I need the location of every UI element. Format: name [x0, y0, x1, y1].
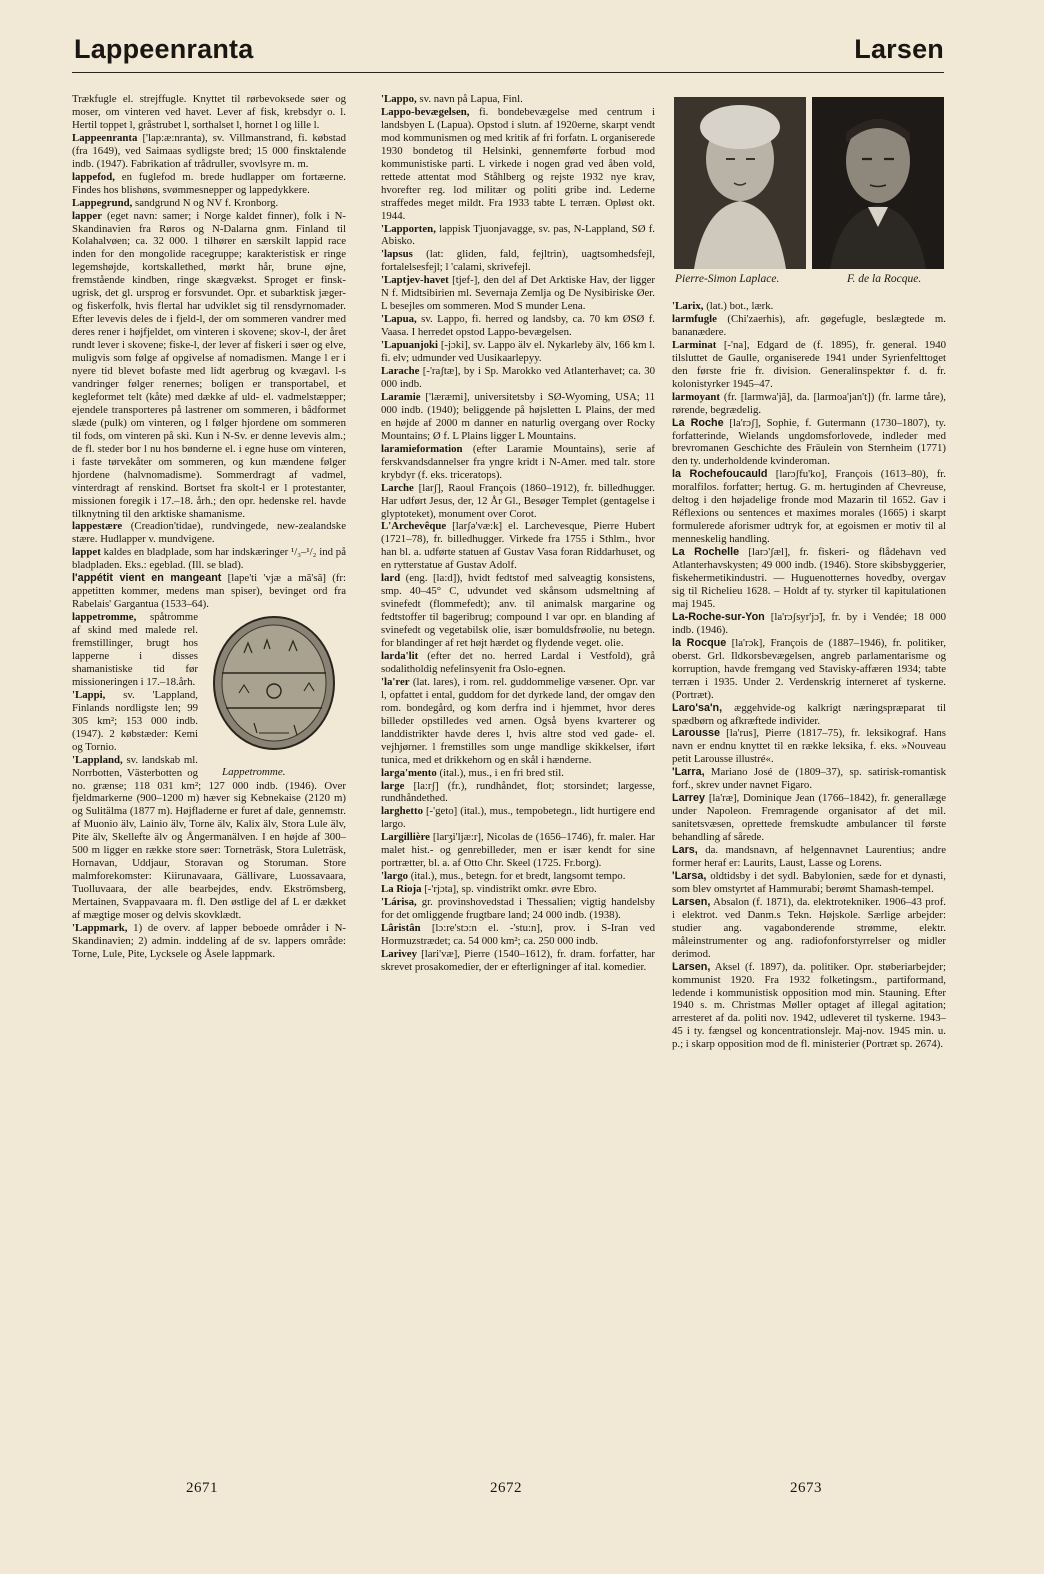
entry: Trækfugle el. strejffugle. Knyttet til rørbevoksede søer og moser, om vinteren ved havet. Lever af fisk, krebsdyr o. l. Hertil toppet l, gråstrubet l, sorthalset l, hornet l og lille l.: [72, 93, 346, 131]
laplace-caption: Pierre-Simon Laplace.: [675, 273, 780, 285]
entry: lappefod, en fuglefod m. brede hudlapper om fortæerne. Findes hos blishøns, svømmesnepper og lappedykkere.: [72, 170, 346, 196]
entry: 'Larra, Mariano José de (1809–37), sp. satirisk-romantisk forf., skrev under navnet Figaro.: [672, 766, 946, 792]
entry: 'largo (ital.), mus., betegn. for et bredt, langsomt tempo.: [381, 870, 626, 883]
entry: 'Lappland, sv. landskab ml. Norrbotten, Västerbotten og no. grænse; 118 031 km²; 127 000 indb. (1946). Over fjeldmarkerne (900–1200 m) hæver sig Kebnekaise (2120 m) og Sulitälma (1877 m). Højfladerne er furet af dale, gennemstr. af Muonio älv, Lainio älv, Torne älv, Kalix älv, Stora Lule älv, Pite älv, Skellefte älv og Ångermanälven. I en højde af 300–500 m ligger en række store søer: Torneträsk, Stora Luleträsk, Hornavan, Uddjaur, Storavan og Storuman. Store malmforekomster: Kiirunavaara, Gällivare, Luossavaara, Tuolluvaara, der alle bearbejdes, endv. Ekströmsberg, Mertainen, Svappavaara m. fl. Den østlige del af L er dækket af mægtige moser og delvis skovklædt.: [72, 753, 346, 922]
entry: larga'mento (ital.), mus., i en fri bred stil.: [381, 766, 564, 779]
column-2673: [672, 97, 946, 1517]
right-guide-word: Larsen: [854, 34, 944, 64]
entry: Largillière [larʒi'ljæ:r], Nicolas de (1656–1746), fr. maler. Har malet hist.- og genrebilleder, men er især kendt for sine portrætter, bl. a. af Otto Chr. Skeel (1725. Fr.borg).: [381, 831, 655, 870]
entry: Lars, da. mandsnavn, af helgennavnet Laurentius; andre former heraf er: Laurits, Laust, Lasse og Lorens.: [672, 844, 946, 869]
entry: Larsen, Aksel (f. 1897), da. politiker. Opr. støberiarbejder; kommunist 1920. Fra 1932 folketingsm., partiformand, ledende i kommunistisk opposition mod min. Stauning. Efter 1940 s. m. Christmas Møller optaget af illegal agitation; arresteret af da. politi nov. 1942, udleveret til tyskerne. 1943–45 i ty. fængsel og koncentrationslejr. Maj-nov. 1945 min. u. p.; i skarp opposition mod de fl. ministerier (Portræt sp. 2674).: [672, 960, 946, 1051]
entry: 'Laptjev-havet [tjef-], den del af Det Arktiske Hav, der ligger N f. Midtsibirien ml. Severnaja Zemlja og De Nysibiriske Øer. L besejles om sommeren. Mod S munder Lena.: [381, 274, 655, 313]
entry: Larsen, Absalon (f. 1871), da. elektrotekniker. 1906–43 prof. i elektrot. ved Danm.s Tekn. Højskole. Særlige arbejder: studier ang. vagabonderende strømme, elektr. måleinstrumenter og ang. radiofonforstyrrelser og midler derimod.: [672, 895, 946, 960]
entry: la Rocque [la'rɔk], François de (1887–1946), fr. politiker, oberst. Grl. Ildkorsbevægelsen, angreb parlamentarisme og korruption, havde fremgang ved Stavisky-affæren 1934; tabte terræn i 1935. Under 2. Verdenskrig interneret af tyskerne. (Portræt).: [672, 636, 946, 701]
entry: 'Larsa, oldtidsby i det sydl. Babylonien, sæde for et dynasti, som blev omstyrtet af Hammurabi; berømt Shamash-tempel.: [672, 869, 946, 895]
column-2671: [72, 93, 346, 1513]
entry: Lappo-bevægelsen, fi. bondebevægelse med centrum i landsbyen L (Lapua). Opstod i slutn. af 1920erne, skarpt vendt mod kommunismen og med kritik af fri forfatn. L organiserede 1930 bondetog til Helsinki, gennemførte forbud mod kommunistiske parti. L virkede i nogen grad ved åben vold, rettede attentat mod Ståhlberg og rejste 1932 nye krav, hvorefter reg. lod militær og politi gribe ind. Lederne straffedes meget mildt. Fra 1933 tabte L terræn. Opløst okt. 1944.: [381, 105, 655, 222]
entry: La Rioja [-'rjɔta], sp. vindistrikt omkr. øvre Ebro.: [381, 883, 597, 896]
entry: lard (eng. [la:d]), hvidt fedtstof med salveagtig konsistens, smp. 40–45° C, udvundet ved skånsom udsmeltning af svinefedt (flommefedt); anv. til animalsk margarine og fedtstoffer til bageribrug; compound l var opr. en blanding af svinefedt og vegetabilsk olie, især bomuldsfrøolie, nu betegn. for blandinger af ret højt hærdet og flydende veget. olie.: [381, 572, 655, 650]
drum-drawing: [204, 613, 346, 763]
entry: La Rochelle [larɔ'ʃæl], fr. fiskeri- og flådehavn ved Atlanterhavskysten; 49 000 indb. (1946). Store skibsbyggerier, fiskehermetikindustri. — Huguenotternes hovedby, overgav sig til Richelieu 1628. – Holdt af ty. styrker til kapitulationen maj 1945.: [672, 546, 946, 610]
entry: larmoyant (fr. [larmwa'jã], da. [larmoa'jan't]) (fr. larme tåre), rørende, begrædelig.: [672, 390, 946, 416]
entry: large [la:rʃ] (fr.), rundhåndet, flot; storsindet; largesse, rundhåndethed.: [381, 779, 655, 805]
entry: 'Lapuanjoki [-jɔki], sv. Lappo älv el. Nykarleby älv, 166 km l. fi. elv; udmunder ved Uusikaarlepyy.: [381, 339, 655, 365]
entry: 'Lárisa, gr. provinshovedstad i Thessalien; vigtig handelsby for det omliggende frugtbare land; 24 000 indb. (1938).: [381, 896, 655, 922]
entry: 'Lapporten, lappisk Tjuonjavagge, sv. pas, N-Lappland, SØ f. Abisko.: [381, 222, 655, 248]
page-number-2671: 2671: [186, 1480, 218, 1496]
entry: L'Archevêque [larʃə'væ:k] el. Larchevesque, Pierre Hubert (1721–78), fr. billedhugger. Virkede fra 1755 i Sthlm., hvor han bl. a. udførte statuen af Gustav Vasa foran Riddarhuset, og en rytterstatue af Gustav Adolf.: [381, 520, 655, 572]
entry: Laro'sa'n, æggehvide-og kalkrigt næringspræparat til spædbørn og afkræftede individer.: [672, 701, 946, 727]
entry: 'Lapua, sv. Lappo, fi. herred og landsby, ca. 70 km ØSØ f. Vaasa. I herredet opstod Lappo-bevægelsen.: [381, 313, 655, 339]
entry: Larrey [la'ræ], Dominique Jean (1766–1842), fr. generallæge under Napoleon. Fremragende organisator af det mil. sanitetsvæsen, oprettede fremskudte ambulancer til første behandling af sårede.: [672, 792, 946, 844]
entry: Larivey [lari'væ], Pierre (1540–1612), fr. dram. forfatter, har skrevet prosakomedier, der er efterligninger af ital. komedier.: [381, 947, 655, 973]
portraits: [672, 97, 944, 292]
lappetromme-illustration: [204, 613, 346, 779]
entry: larmfugle (Chi'zaerhis), afr. gøgefugle, beslægtede m. bananædere.: [672, 312, 946, 338]
entry: larda'lit (efter det no. herred Lardal i Vestfold), grå sodalitholdig nefelinsyenit fra Oslo-egnen.: [381, 649, 655, 675]
entry: Lappeenranta ['lap:æ:nranta), sv. Villmanstrand, fi. købstad (fra 1649), ved Saimaas sydligste bred; 15 000 finsktalende indb. (1947). Fabrikation af trådruller, svovlsyre m. m.: [72, 131, 346, 170]
entry: 'Lappi, sv. 'Lappland, Finlands nordligste len; 99 305 km²; 153 000 indb. (1947). 2 købstæder: Kemi og Tornio.: [72, 688, 198, 753]
laplace-portrait-drawing: [674, 97, 806, 269]
entry: La Roche [la'rɔʃ], Sophie, f. Gutermann (1730–1807), ty. forfatterinde, Wielands ungdomsforlovede, indleder med brevromanen Geschichte des Fräulein von Sternheim (1771) den ty. underholdende kvinderoman.: [672, 416, 946, 468]
column-2672: [381, 93, 655, 1513]
page-header: [72, 30, 944, 73]
la-rocque-portrait: [812, 97, 944, 269]
la-rocque-caption: F. de la Rocque.: [847, 273, 922, 285]
page-number-2672: 2672: [490, 1480, 522, 1496]
entry: lappestære (Creadion'tidae), rundvingede, new-zealandske stære. Hudlapper v. mundvigene.: [72, 520, 346, 546]
page-number-2673: 2673: [790, 1480, 822, 1496]
entry: l'appétit vient en mangeant [lape'ti 'vjæ a mã'sã] (fr: appetitten kommer, medens man spiser), bevinget ord fra Rabelais' Gargantua (1533–64).: [72, 572, 346, 611]
entry: 'Lappmark, 1) de overv. af lapper beboede områder i N-Skandinavien; 2) admin. inddeling af de sv. lappers område: Torne, Lule, Pite, Lycksele og Åsele lappmark.: [72, 922, 346, 960]
entry: laramieformation (efter Laramie Mountains), serie af ferskvandsdannelser fra yngre kridt i N-Amer. med talr. store krybdyr (f. eks. triceratops).: [381, 442, 655, 481]
entry: 'lapsus (lat: gliden, fald, fejltrin), uagtsomhedsfejl, fortalelsesfejl; l 'calami, skrivefejl.: [381, 248, 655, 274]
entry: La-Roche-sur-Yon [la'rɔʃsyr'jɔ̃], fr. by i Vendée; 18 000 indb. (1946).: [672, 610, 946, 636]
entry: larghetto [-'geto] (ital.), mus., tempobetegn., lidt hurtigere end largo.: [381, 805, 655, 831]
entry: Lappegrund, sandgrund N og NV f. Kronborg.: [72, 196, 279, 209]
la-rocque-portrait-drawing: [812, 97, 944, 269]
entry: Larache [-'raʃtæ], by i Sp. Marokko ved Atlanterhavet; ca. 30 000 indb.: [381, 365, 655, 390]
left-guide-word: Lappeenranta: [74, 34, 254, 64]
entry: lappetromme, spåtromme af skind med malede rel. fremstillinger, brugt hos lapperne i disses shamanistiske tid før missioneringen i 17.–18.årh.: [72, 611, 198, 688]
entry: lapper (eget navn: samer; i Norge kaldet finner), folk i N-Skandinavien fra Røros og N-Dalarna gnm. Finland til Kolahalvøen; ca. 32 000. 1 tilhører en særskilt lappid race inden for den mongolide racegruppe; karakteristisk er ringe legemshøjde, kortskallethed, mørkt hår, brune øjne, fremstående kindben, ringe skægvækst. Sproget er finsk-ugrisk, det gl. ursprog er forsvundet. Opr. et subarktisk jæger-og fiskerfolk, hvis flertal har udviklet sig til rensdyrnomader. Efter levevis deles de i fjeld-l, der om sommeren vandrer med deres rener i højfjeldet, om vinteren i skovene; skov-l, der året rundt lever i skovene; fiske-l, der lever af fiskeri i søer og elve, muligvis som følge af opgivelse af nomadismen. Mange l er i nyere tid blevet bofaste med lidt agerbrug og kvægavl. l-s vandringer følger renernes; boligen er transportabel, et kegleformet telt (kåte) med dække af uld- el. vadmelstæpper; ejendele transporteres på lastrener om sommeren, i bådformet slæde (pulk) om vinteren, og l følger hjordene om sommeren til fods, om vinteren på ski. Kun i N-Sv. er denne levevis alm.; de fl. steder bor l nu hos bønderne el. i egne huse om vinteren, i faste tørvekåter om sommeren, og kun mændene følger hjordene (halvnomadisme). Sommerdragt af vadmel, vinterdragt af renskind. Bortset fra skolt-l er l protestanter, missionen foregik i 17.–18. årh.; den opr. hedenske rel. havde tilknytning til den arktiske shamanisme.: [72, 209, 346, 520]
entry: 'Lappo, sv. navn på Lapua, Finl.: [381, 93, 523, 105]
entry: lappet kaldes en bladplade, som har indskæringer ¹/₃–¹/₂ ind på bladpladen. Eks.: egeblad. (Ill. se blad).: [72, 546, 346, 572]
entry: Larousse [la'rus], Pierre (1817–75), fr. leksikograf. Hans navn er endnu knyttet til en række leksika, f. eks. »Nouveau petit Larousse illustré«.: [672, 727, 946, 766]
entry: Laramie ['læræmi], universitetsby i SØ-Wyoming, USA; 11 000 indb. (1940); beliggende på højsletten L Plains, der med en højde af 2000 m danner en naturlig overgang over Rocky Mountains; Ø f. L Plains ligger L Mountains.: [381, 390, 655, 442]
entry: Larche [larʃ], Raoul François (1860–1912), fr. billedhugger. Har udført Jesus, der, 12 År Gl., Besøger Templet (gentagelse i glyptoteket), monument over Corot.: [381, 481, 655, 520]
entry: 'Larix, (lat.) bot., lærk.: [672, 300, 774, 312]
entry: 'la'rer (lat. lares), i rom. rel. guddommelige væsener. Opr. var l, opfattet i ental, guddom for det dyrkede land, der omgav den rom. bondegård, og kom derfra ind i hjemmet, hvor deres billeder opstilledes ved arnen. Også byens kvarterer og landdistrikter havde deres l, hvis altre stod ved gade- el. vejhjørner. l fremstilles som unge mandlige skikkelser, iført tunica, med et drikkehorn og en skål i hænderne.: [381, 675, 655, 766]
laplace-portrait: [674, 97, 806, 269]
entry: Larminat [-'na], Edgard de (f. 1895), fr. general. 1940 tilsluttet de Gaulle, organiserede 1941 under Syrienfelttoget den første frie fr. division. Generalinspektør f. d. fr. kolonistyrker 1945–47.: [672, 338, 946, 390]
entry: Lâristân [lɔ:re'stɔ:n el. -'stu:n], prov. i S-Iran ved Hormuzstrædet; ca. 54 000 km²; ca. 250 000 indb.: [381, 922, 655, 947]
lappetromme-caption: Lappetromme.: [222, 766, 286, 779]
entry: la Rochefoucauld [larɔʃfu'ko], François (1613–80), fr. moralfilos. forfatter; hertug. G. m. hertuginden af Chevreuse, deltog i den højadelige fronde mod Mazarin til 1652. Gav i Réflexions ou sentences et maximes morales (1665) i skarpt formulerede aforismer udtryk for, at egoismen er motiv til al menneskelig handling.: [672, 468, 946, 546]
